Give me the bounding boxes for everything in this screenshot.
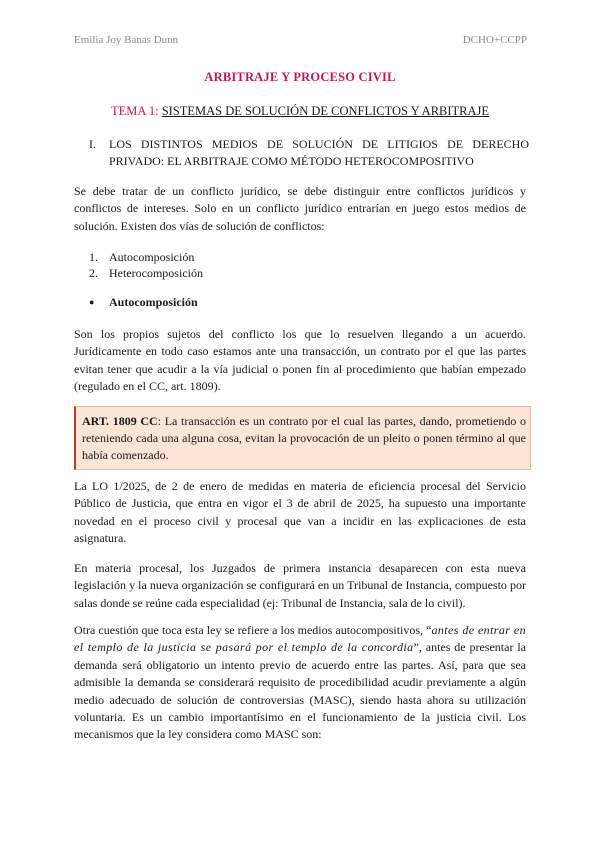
bullet-icon: ● (89, 297, 95, 307)
topic-separator: : (155, 104, 162, 118)
paragraph-masc (74, 622, 526, 744)
concordia-quote: antes de entrar en el templo de la justicia se pasará por el templo de la concordia (74, 623, 526, 655)
article-text: : La transacción es un contrato por el cual las partes, dando, prometiendo o reteniendo cada una alguna cosa, evitan la provocación de un pleito o ponen término al que había comenzado. (82, 414, 526, 462)
paragraph-autocomposicion: Son los propios sujetos del conflicto los que lo resuelven llegando a un acuerdo. Jurídicamente en todo caso estamos ante una transacción, un contrato por el que las partes evitan tener que acudir a la vía judicial o ponen fin al procedimiento que habían empezado (regulado en el CC, art. 1809). (74, 327, 526, 394)
article-label: ART. 1809 CC (82, 414, 158, 428)
paragraph-masc-end: ”, antes de presentar la demanda será obligatorio un intento previo de acuerdo entre las partes. Así, para que sea admisible la demanda se considerará requisito de procedibilidad acudir previamente a algún medio adecuado de solución de controversias (MASC), siendo hasta ahora su utilización voluntaria. Es un cambio importantísimo en el funcionamiento de la justicia civil. Los mecanismos que la ley considera como MASC son: (74, 640, 526, 742)
document-title: ARBITRAJE Y PROCESO CIVIL (204, 70, 396, 84)
paragraph-masc-start: Otra cuestión que toca esta ley se refiere a los medios autocompositivos, “ (74, 623, 432, 637)
topic-heading (0, 104, 600, 119)
list-item-number: 1. (89, 250, 98, 264)
bullet-heading-text: Autocomposición (109, 295, 198, 309)
paragraph-procesal: En materia procesal, los Juzgados de primera instancia desaparecen con esta nueva legislación y la nueva organización se configurará en un Tribunal de Instancia, compuesto por salas donde se reúne cada especialidad (ej: Tribunal de Instancia, sala de lo civil). (74, 561, 526, 610)
header-course: DCHO+CCPP (462, 34, 527, 46)
list-item-number: 2. (89, 266, 98, 280)
section-title: LOS DISTINTOS MEDIOS DE SOLUCIÓN DE LITIGIOS DE DERECHO PRIVADO: EL ARBITRAJE COMO MÉTODO HETEROCOMPOSITIVO (109, 137, 529, 168)
paragraph-intro: Se debe tratar de un conflicto jurídico, se debe distinguir entre conflictos jurídicos y conflictos de intereses. Solo en un conflicto jurídico entrarían en juego estos medios de solución. Existen dos vías de solución de conflictos: (74, 184, 526, 233)
topic-title: SISTEMAS DE SOLUCIÓN DE CONFLICTOS Y ARBITRAJE (161, 104, 490, 118)
topic-label: TEMA 1 (110, 104, 156, 118)
header-author: Emilia Joy Banas Dunn (74, 34, 179, 46)
paragraph-lo-2025: La LO 1/2025, de 2 de enero de medidas en materia de eficiencia procesal del Servicio Público de Justicia, que entra en vigor el 3 de abril de 2025, ha supuesto una importante novedad en el proceso civil y procesal que van a incidir en las explicaciones de esta asignatura. (74, 479, 526, 546)
list-item-text: Autocomposición (109, 250, 195, 264)
list-item-text: Heterocomposición (109, 266, 203, 280)
article-callout (74, 406, 531, 470)
section-number: I. (89, 137, 96, 151)
